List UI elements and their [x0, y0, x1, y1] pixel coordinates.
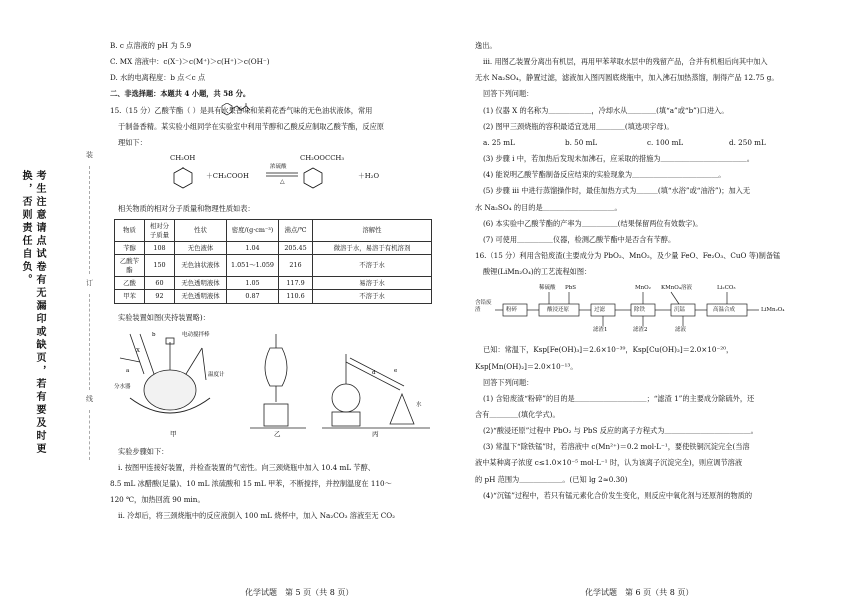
question-5-line1: (5) 步骤 iii 中进行蒸馏操作时，最佳加热方式为＿＿＿(填“水浴”或“油浴”)；加入无 — [483, 186, 751, 196]
table-cell: 1.04 — [227, 241, 279, 254]
label-jia: 甲 — [170, 429, 177, 438]
table-cell: 92 — [145, 290, 175, 303]
product-water: ＋H₂O — [358, 172, 380, 181]
binding-dash — [89, 294, 90, 390]
reaction-equation — [110, 153, 455, 197]
table-cell: 乙酸苄酯 — [115, 255, 145, 277]
question-2-choices — [475, 137, 820, 148]
ksp-line2: Ksp[Mn(OH)₂]＝2.0×10⁻¹³。 — [475, 361, 578, 371]
step-1-line1: i. 按图甲连接好装置，并检查装置的气密性。向三颈烧瓶中加入 10.4 mL 苄醇、 — [118, 462, 375, 472]
label-e: e — [394, 367, 398, 374]
table-cell: 117.9 — [279, 276, 313, 289]
label-thermometer: 温度计 — [208, 371, 225, 378]
label-stirrer: 电动搅拌棒 — [182, 331, 210, 338]
flow-residue: 滤液 — [675, 327, 687, 334]
question-7: (7) 可使用＿＿＿＿＿仪器，检测乙酸苄酯中是否含有苄醇。 — [483, 234, 676, 244]
binding-line — [86, 150, 94, 460]
table-row — [115, 241, 432, 254]
label-d: d — [372, 369, 376, 376]
q16-intro-line1: 16.（15 分）利用含铅废渣(主要成分为 PbO₂、MnO₂，及少量 FeO、Fe₂O₃、CuO 等)制备锰 — [475, 251, 781, 261]
binding-dash — [89, 410, 90, 460]
flow-step: 酸浸还原 — [547, 307, 570, 314]
step-3-line2: 无水 Na₂SO₄，静置过滤，滤液加入图丙圆底烧瓶中，加入沸石加热蒸馏，制得产品 12.75 g。 — [475, 73, 779, 83]
choice-b: b. 50 mL — [565, 137, 598, 147]
question-1: (1) 仪器 X 的名称为＿＿＿＿＿＿，冷却水从＿＿＿＿(填“a”或“b”)口进入。 — [483, 105, 729, 115]
flow-reagent: PbS — [565, 285, 576, 292]
binding-dash — [89, 166, 90, 274]
condition-heat: △ — [280, 178, 285, 186]
header-substance: 物质 — [115, 220, 145, 242]
binding-mark-top: 装 — [86, 151, 93, 159]
q15-intro-line2: 于制备香精。某实验小组同学在实验室中利用苄醇和乙酸反应制取乙酸苄酯，反应原 — [118, 121, 384, 131]
table-cell: 微溶于水，易溶于有机溶剂 — [313, 241, 432, 254]
benzene-ring-icon — [302, 167, 324, 189]
reactant-acetic-acid: ＋CH₃COOH — [206, 172, 249, 181]
table-cell: 1.05 — [227, 276, 279, 289]
page-5-column — [110, 40, 455, 526]
label-b: b — [152, 331, 156, 338]
apparatus-figure — [110, 328, 455, 438]
question-3: (3) 步骤 i 中，若加热后发现未加沸石，应采取的措施为＿＿＿＿＿＿＿＿＿＿＿＿。 — [483, 154, 754, 164]
flow-reagent: MnO₂ — [635, 285, 651, 292]
q16-part1-line1: (1) 含铅废渣“粉碎”的目的是＿＿＿＿＿＿＿＿＿＿；“滤渣 1”的主要成分除硫外，还 — [483, 393, 755, 403]
table-cell: 苄醇 — [115, 241, 145, 254]
apparatus-drawing — [110, 328, 440, 438]
label-a: a — [126, 367, 130, 374]
header-appearance: 性状 — [175, 220, 227, 242]
page-footer-right: 化学试题 第 6 页（共 8 页） — [585, 588, 694, 597]
properties-table — [114, 219, 432, 303]
flow-step: 除铁 — [634, 307, 646, 314]
table-cell: 无色油状液体 — [175, 255, 227, 277]
ksp-line1: 已知：常温下，Ksp[Fe(OH)₃]＝2.6×10⁻³⁹，Ksp[Cu(OH)₂]＝2.0×10⁻²⁰， — [483, 345, 734, 355]
table-row — [115, 276, 432, 289]
step-1-line2: 8.5 mL 冰醋酸(足量)、10 mL 浓硫酸和 15 mL 甲苯，不断搅拌，并控制温度在 110～ — [110, 479, 392, 489]
flow-feed: 含铅废渣 — [475, 300, 492, 313]
question-5-line2: 水 Na₂SO₄ 的目的是＿＿＿＿＿＿＿＿＿＿。 — [475, 202, 622, 212]
option-b: B. c 点溶液的 pH 为 5.9 — [110, 41, 192, 50]
q16-part3-line2: 液中某种离子浓度 c≤1.0×10⁻⁵ mol·L⁻¹ 时，认为该离子沉淀完全)，则应调节溶液 — [475, 458, 743, 468]
choice-d: d. 250 mL — [729, 137, 766, 147]
benzene-ring-icon — [172, 167, 194, 189]
table-cell: 不溶于水 — [313, 255, 432, 277]
margin-notice — [8, 170, 56, 460]
table-cell: 0.87 — [227, 290, 279, 303]
table-row — [115, 290, 432, 303]
q16-part1-line2: 含有＿＿＿＿(填化学式)。 — [475, 409, 560, 419]
table-cell: 205.45 — [279, 241, 313, 254]
margin-notice-text: 考生注意请点试卷有无漏印或缺页，若有要及时更换，否则责任自负。 — [20, 170, 45, 456]
step-2-line1: ii. 冷却后，将三颈烧瓶中的反应液倒入 100 mL 烧杯中，加入 Na₂CO₃ 溶液至无 CO₂ — [118, 511, 396, 521]
condition-catalyst: 浓硫酸 — [270, 164, 287, 171]
q16-intro-line2: 酸锂(LiMn₂O₄)的工艺流程如图： — [483, 267, 592, 277]
table-caption: 相关物质的相对分子质量和物理性质如表： — [118, 204, 255, 214]
label-bing: 丙 — [372, 429, 379, 438]
table-cell: 110.6 — [279, 290, 313, 303]
header-density: 密度/(g·cm⁻³) — [227, 220, 279, 242]
q15-intro-text: 15.（15 分）乙酸苄酯（ ）是具有水果香味和茉莉花香气味的无色油状液体，常用 — [110, 105, 373, 115]
steps-title: 实验步骤如下： — [118, 446, 169, 456]
step-1-line3: 120 ℃，加热回流 90 min。 — [110, 495, 205, 505]
q16-part4: (4)“沉锰”过程中，若只有锰元素化合价发生变化，则反应中氧化剂与还原剂的物质的 — [483, 490, 753, 500]
label-separator: 分水器 — [114, 383, 131, 390]
page-6-column — [475, 40, 820, 506]
table-cell: 216 — [279, 255, 313, 277]
flow-reagent: KMnO₄溶液 — [661, 285, 692, 292]
question-2: (2) 图甲三颈烧瓶的容积最适宜选用＿＿＿＿(填选项字母)。 — [483, 121, 674, 131]
binding-mark-bottom: 线 — [86, 395, 93, 403]
table-cell: 不溶于水 — [313, 290, 432, 303]
header-molar-mass: 相对分子质量 — [145, 220, 175, 242]
header-solubility: 溶解性 — [313, 220, 432, 242]
question-6: (6) 本实验中乙酸苄酯的产率为＿＿＿＿＿(结果保留两位有效数字)。 — [483, 218, 703, 228]
flow-step: 过滤 — [594, 307, 606, 314]
section-title: 二、非选择题：本题共 4 小题，共 58 分。 — [110, 89, 251, 99]
table-cell: 60 — [145, 276, 175, 289]
label-yi: 乙 — [274, 429, 281, 438]
option-c: C. MX 溶液中：c(X⁻)＞c(M⁺)＞c(H⁺)＞c(OH⁻) — [110, 57, 270, 67]
step-3-line1: iii. 用图乙装置分离出有机层，再用甲苯萃取水层中的残留产品，合并有机相后向其中加入 — [483, 57, 768, 67]
binding-mark-mid: 订 — [86, 279, 93, 287]
table-header-row — [115, 220, 432, 242]
q16-part3-line1: (3) 常温下“除铁锰”时，若溶液中 c(Mn²⁺)＝0.2 mol·L⁻¹，要使铁铜沉淀完全(当溶 — [483, 442, 750, 452]
benzyl-acetate-structure-icon — [218, 103, 254, 117]
q15-intro-line3: 理如下： — [118, 137, 147, 147]
table-cell: 无色透明液体 — [175, 290, 227, 303]
question-4: (4) 能说明乙酸苄酯制备反应结束的实验现象为＿＿＿＿＿＿＿＿＿＿＿＿。 — [483, 170, 726, 180]
reactant-benzyl-alcohol-group: CH₂OH — [170, 154, 196, 163]
answer-prompt: 回答下列问题： — [483, 89, 534, 99]
table-cell: 108 — [145, 241, 175, 254]
flow-step: 高温合成 — [713, 307, 736, 314]
table-cell: 1.051～1.059 — [227, 255, 279, 277]
product-ester-group: CH₂OOCCH₃ — [300, 154, 345, 163]
q16-part3-line3: 的 pH 范围为＿＿＿＿＿＿。(已知 lg 2≈0.30) — [475, 474, 628, 484]
table-cell: 150 — [145, 255, 175, 277]
header-boiling-point: 沸点/℃ — [279, 220, 313, 242]
flow-product: LiMn₂O₄ — [761, 307, 785, 314]
apparatus-caption: 实验装置如图(夹持装置略)： — [118, 312, 210, 322]
flow-step: 沉锰 — [674, 307, 686, 314]
option-d: D. 水的电离程度：b 点＜c 点 — [110, 73, 206, 83]
step-2-line2: 逸出。 — [475, 41, 497, 50]
table-cell: 无色液体 — [175, 241, 227, 254]
q16-part2: (2)“酸浸还原”过程中 PbO₂ 与 PbS 反应的离子方程式为＿＿＿＿＿＿＿＿＿＿＿＿。 — [483, 426, 758, 436]
table-cell: 易溶于水 — [313, 276, 432, 289]
table-cell: 甲苯 — [115, 290, 145, 303]
flow-reagent: 稀硫酸 — [539, 285, 556, 292]
answer-prompt-2: 回答下列问题： — [483, 377, 534, 387]
flow-residue: 滤渣2 — [633, 327, 648, 334]
choice-a: a. 25 mL — [483, 137, 515, 147]
table-cell: 无色透明液体 — [175, 276, 227, 289]
table-cell: 乙酸 — [115, 276, 145, 289]
flow-residue: 滤渣1 — [593, 327, 608, 334]
page-footer-left: 化学试题 第 5 页（共 8 页） — [245, 588, 354, 597]
flow-reagent: Li₂CO₃ — [717, 285, 736, 292]
label-water: 水 — [416, 401, 422, 408]
process-flowchart — [475, 282, 820, 336]
label-x: X — [136, 347, 140, 354]
choice-c: c. 100 mL — [647, 137, 684, 147]
flow-step: 粉碎 — [506, 307, 518, 314]
q15-intro-line1 — [110, 105, 455, 116]
table-row — [115, 255, 432, 277]
